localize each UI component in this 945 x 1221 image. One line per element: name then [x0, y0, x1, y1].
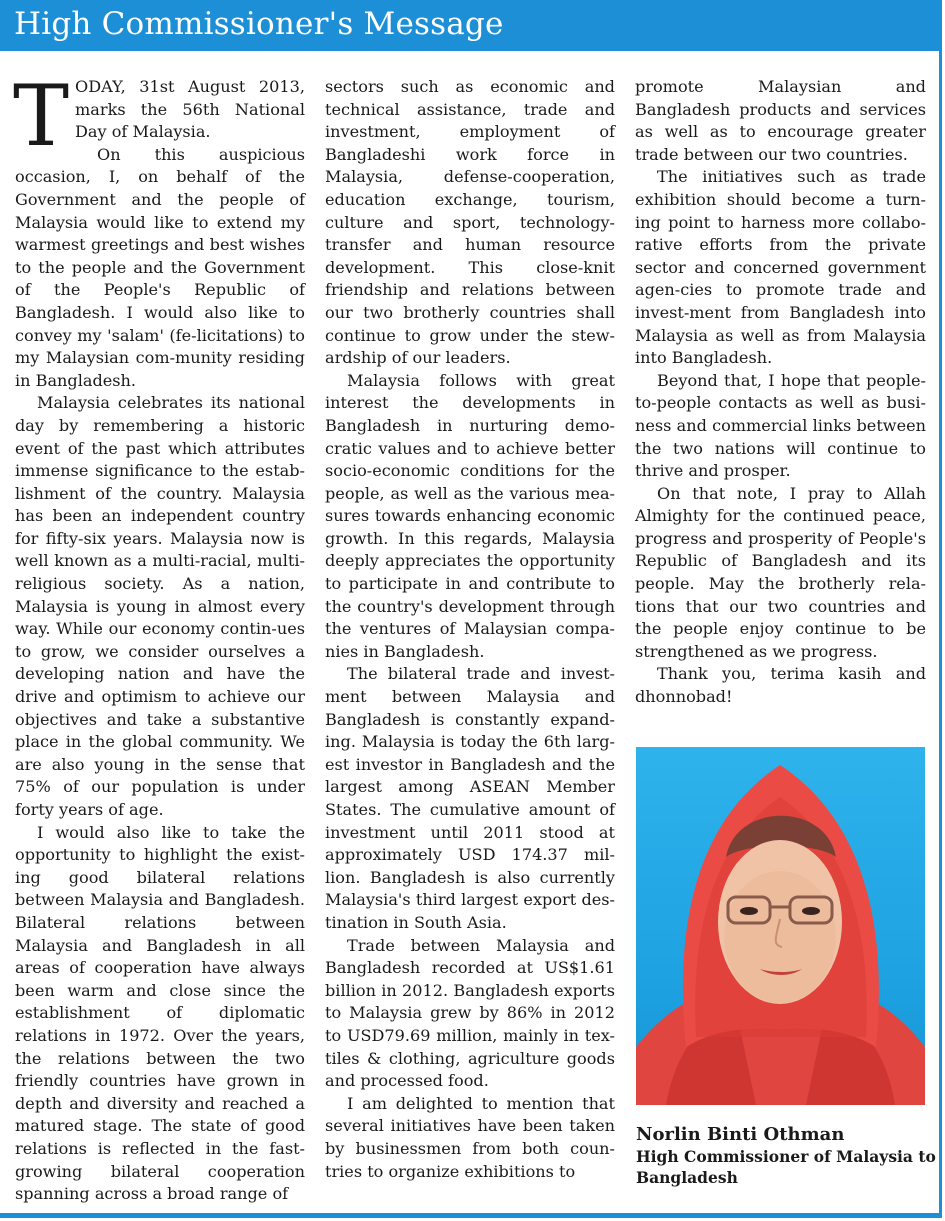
article-column-2 [325, 76, 615, 1183]
article-paragraph: Malaysia celebrates its national day by remembering a historic event of the past which attributes immense significance to the estab-lishment of the country. Malaysia has been an independent country for fifty-six years. Malaysia now is well known as a multi-racial, multi-religious society. As a nation, Malaysia is young in almost every way. While our economy contin-ues to grow, we consider ourselves a developing nation and have the drive and optimism to achieve our objectives and take a substantive place in the global community. We are also young in the sense that 75% of our population is under forty years of age. [15, 393, 305, 819]
article-paragraph [13, 67, 305, 165]
author-title: High Commissioner of Malaysia to Bangladesh [636, 1147, 936, 1187]
article-paragraph: Malaysia follows with great interest the developments in Bangladesh in nurturing demo-cratic values and to achieve better socio-economic conditions for the people, as well as the various mea-sures towards enhancing economic growth. In this regards, Malaysia deeply appreciates the opportunity to participate in and contribute to the country's development through the ventures of Malaysian compa-nies in Bangladesh. [325, 370, 615, 661]
drop-cap: T [13, 67, 70, 165]
paragraph-text: ODAY, 31st August 2013, marks the 56th National Day of Malaysia. [75, 77, 305, 142]
portrait-photo [636, 747, 925, 1105]
article-paragraph: The bilateral trade and invest-ment between Malaysia and Bangladesh is constantly expand-ing. Malaysia is today the 6th larg-est investor in Bangladesh and the largest among ASEAN Member States. The cumulative amount of investment until 2011 stood at approximately USD 174.37 mil-lion. Bangladesh is also currently Malaysia's third largest export des-tination in South Asia. [325, 664, 615, 932]
article-paragraph: Beyond that, I hope that people-to-people contacts as well as busi-ness and commercial links between the two nations will continue to thrive and prosper. [635, 370, 926, 481]
article-paragraph: I am delighted to mention that several initiatives have been taken by businessmen from both coun-tries to organize exhibitions to [325, 1093, 615, 1181]
article-paragraph: promote Malaysian and Bangladesh products and services as well as to encourage greater trade between our two countries. [635, 77, 926, 164]
header-bar [0, 0, 942, 51]
page-title: High Commissioner's Message [14, 6, 504, 42]
article-column-1 [13, 67, 305, 1206]
article-paragraph: sectors such as economic and technical assistance, trade and investment, employment of Bangladeshi work force in Malaysia, defense-cooperation, education exchange, tourism, culture and sport, technology-transfer and human resource development. This close-knit friendship and relations between our two brotherly countries shall continue to grow under the stew-ardship of our leaders. [325, 77, 615, 368]
article-paragraph: Trade between Malaysia and Bangladesh recorded at US$1.61 billion in 2012. Bangladesh exports to Malaysia grew by 86% in 2012 to USD79.69 million, mainly in tex-tiles & clothing, agriculture goods and processed food. [325, 935, 615, 1091]
article-paragraph: On this auspicious occasion, I, on behalf of the Government and the people of Malaysia would like to extend my warmest greetings and best wishes to the people and the Government of the People's Republic of Bangladesh. I would also like to convey my 'salam' (fe-licitations) to my Malaysian com-munity residing in Bangladesh. [15, 144, 305, 390]
article-paragraph: I would also like to take the opportunity to highlight the exist-ing good bilateral relations between Malaysia and Bangladesh. Bilateral relations between Malaysia and Bangladesh in all areas of cooperation have always been warm and close since the establishment of diplomatic relations in 1972. Over the years, the relations between the two friendly countries have grown in depth and diversity and reached a matured stage. The state of good relations is reflected in the fast-growing bilateral cooperation spanning across a broad range of [15, 822, 305, 1204]
portrait-illustration [636, 747, 925, 1105]
article-paragraph: The initiatives such as trade exhibition should become a turn-ing point to harness more collabo-rative efforts from the private sector and concerned government agen-cies to promote trade and invest-ment from Bangladesh into Malaysia as well as from Malaysia into Bangladesh. [635, 167, 926, 368]
author-name: Norlin Binti Othman [636, 1124, 845, 1145]
photo-caption [636, 1124, 936, 1188]
article-paragraph: Thank you, terima kasih and dhonnobad! [635, 664, 926, 707]
article-paragraph: On that note, I pray to Allah Almighty for the continued peace, progress and prosperity of People's Republic of Bangladesh and its people. May the brotherly rela-tions that our two countries and the people enjoy continue to be strengthened as we progress. [635, 483, 926, 661]
article-column-3 [635, 76, 926, 709]
